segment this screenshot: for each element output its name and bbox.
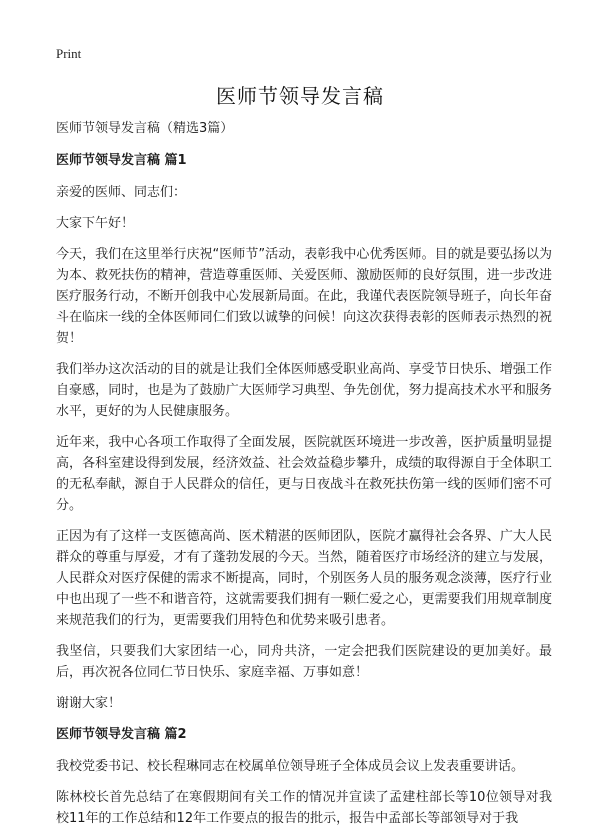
paragraph: 今天，我们在这里举行庆祝“医师节”活动，表彰我中心优秀医师。目的就是要弘扬以为为本、救死扶伤的精神，营造尊重医师、关爱医师、激励医师的良好氛围，进一步改进医疗服务行动，不断开创我中心发展新局面。在此，我谨代表医院领导班子，向长年奋斗在临床一线的全体医师同仁们致以诚挚的问候！向这次获得表彰的医师表示热烈的祝贺！: [56, 247, 552, 346]
paragraph: 正因为有了这样一支医德高尚、医术精湛的医师团队，医院才赢得社会各界、广大人民群众的尊重与厚爱，才有了蓬勃发展的今天。当然，随着医疗市场经济的建立与发展，人民群众对医疗保健的需求不断提高，同时，个别医务人员的服务观念淡薄，医疗行业中也出现了一些不和谐音符，这就需要我们拥有一颗仁爱之心，更需要我们用规章制度来规范我们的行为，更需要我们用特色和优势来吸引患者。: [56, 529, 552, 628]
page-title: 医师节领导发言稿: [216, 84, 384, 108]
paragraph: 谢谢大家！: [56, 696, 122, 711]
paragraph: 我们举办这次活动的目的就是让我们全体医师感受职业高尚、享受节日快乐、增强工作自豪感，同时，也是为了鼓励广大医师学习典型、争先创优，努力提高技术水平和服务水平，更好的为人民健康服务。: [56, 362, 552, 419]
paragraph: 近年来，我中心各项工作取得了全面发展，医院就医环境进一步改善，医护质量明显提高，各科室建设得到发展，经济效益、社会效益稳步攀升，成绩的取得源自于全体职工的无私奉献，源自于人民群众的信任，更与日夜战斗在救死扶伤第一线的医师们密不可分。: [56, 435, 552, 513]
print-link[interactable]: Print: [56, 46, 82, 61]
section-heading-2: 医师节领导发言稿 篇2: [56, 727, 187, 742]
paragraph: 亲爱的医师、同志们：: [56, 185, 187, 200]
section-heading-1: 医师节领导发言稿 篇1: [56, 153, 187, 168]
paragraph: 我坚信，只要我们大家团结一心，同舟共济，一定会把我们医院建设的更加美好。最后，再次祝各位同仁节日快乐、家庭幸福、万事如意！: [56, 644, 552, 680]
paragraph: 我校党委书记、校长程琳同志在校属单位领导班子全体成员会议上发表重要讲话。: [56, 759, 525, 774]
document-subtitle: 医师节领导发言稿（精选3篇）: [56, 121, 234, 136]
paragraph: 大家下午好！: [56, 216, 135, 231]
document-body: [56, 118, 552, 828]
paragraph: 陈林校长首先总结了在寒假期间有关工作的情况并宣读了孟建柱部长等10位领导对我校11年的工作总结和12年工作要点的报告的批示，报告中孟部长等部领导对于我: [56, 790, 552, 826]
